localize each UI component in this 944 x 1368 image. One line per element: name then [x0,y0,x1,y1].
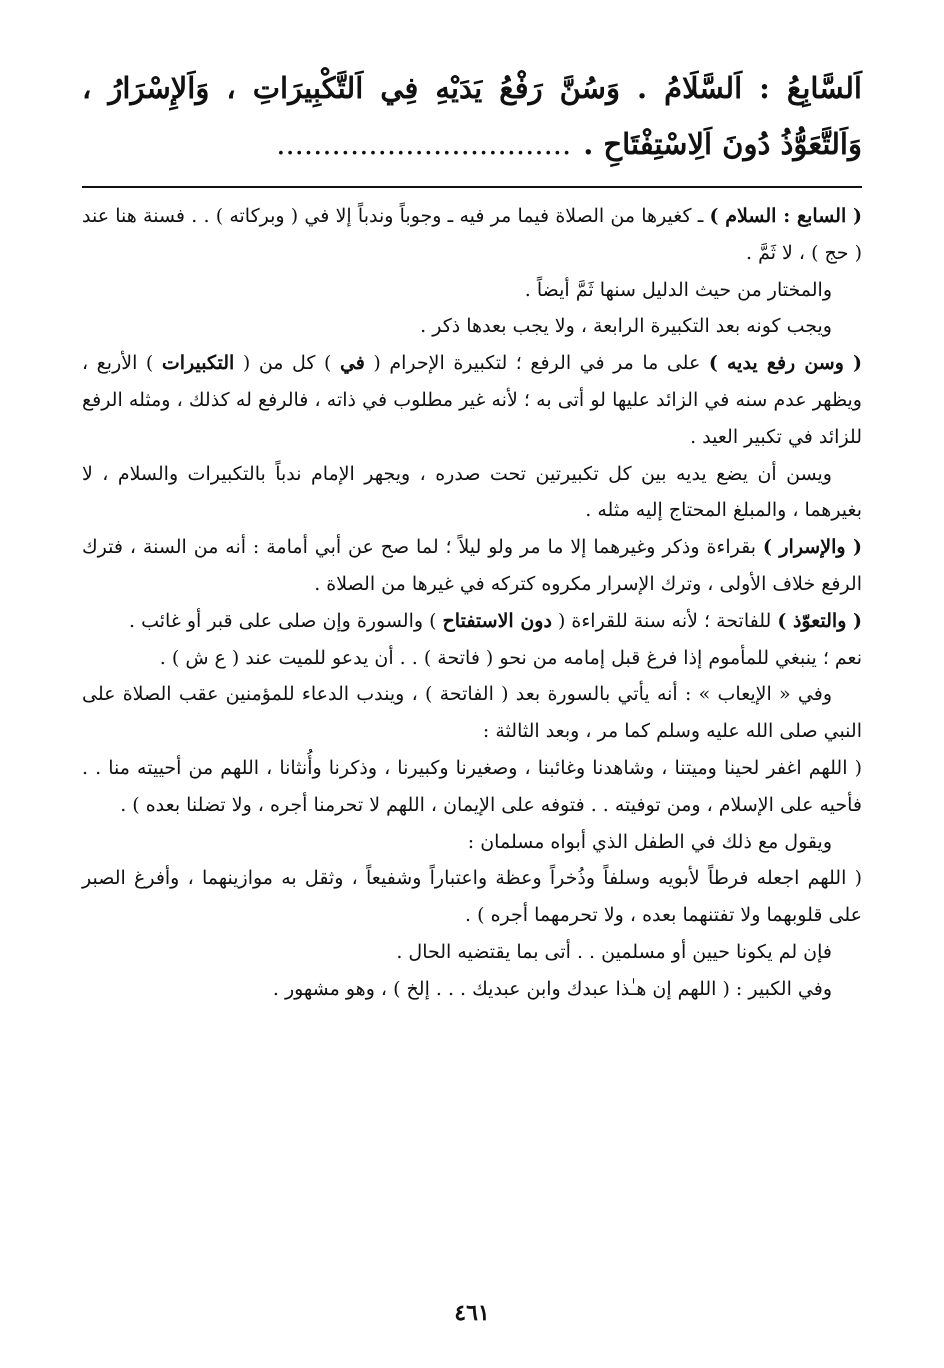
paragraph-text: ) كل من ( [234,352,340,375]
commentary [82,198,862,1008]
commentary-paragraph-6 [82,529,862,603]
main-text-dots: ................................ [276,127,572,161]
commentary-paragraph-10: ( اللهم اغفر لحينا وميتنا ، وشاهدنا وغائبنا ، وصغيرنا وكبيرنا ، وذكرنا وأُنثانا ، اللهم من أحييته منا . . فأحيه على الإسلام ، ومن توفيته . . فتوفه على الإيمان ، اللهم لا تحرمنا أجره ، ولا تضلنا بعده ) . [82,756,862,816]
text-divider [82,186,862,188]
quoted-term: دون الاستفتاح [442,609,552,632]
paragraph-text: ) والسورة وإن صلى على قبر أو غائب . [129,609,443,632]
commentary-paragraph-11: ويقول مع ذلك في الطفل الذي أبواه مسلمان : [467,830,832,853]
commentary-paragraph-5: ويسن أن يضع يديه بين كل تكبيرتين تحت صدره ، ويجهر الإمام ندباً بالتكبيرات والسلام ، لا بغيرهما ، والمبلغ المحتاج إليه مثله . [82,462,862,522]
quoted-term: التكبيرات [161,352,235,375]
commentary-paragraph-8: نعم ؛ ينبغي للمأموم إذا فرغ قبل إمامه من نحو ( فاتحة ) . . أن يدعو للميت عند ( ع ش ) . [159,646,862,669]
commentary-paragraph-12: ( اللهم اجعله فرطاً لأبويه وسلفاً وذُخراً وعظة واعتباراً وشفيعاً ، وثقل به موازينهما ، وأفرغ الصبر على قلوبهما ولا تفتنهما بعده ، ولا تحرمهما أجره ) . [82,867,862,927]
page-number: ٤٦١ [454,1300,490,1326]
commentary-paragraph-4 [82,345,862,455]
commentary-paragraph-3: ويجب كونه بعد التكبيرة الرابعة ، ولا يجب بعدها ذكر . [420,315,832,338]
commentary-paragraph-2: والمختار من حيث الدليل سنها ثَمَّ أيضاً . [524,278,832,301]
paragraph-text: بقراءة وذكر وغيرهما إلا ما مر ولو ليلاً ؛ لما صح عن أبي أمامة : أنه من السنة ، فترك الرفع خلاف الأولى ، وترك الإسرار مكروه كتركه في غيرها من الصلاة . [82,536,862,595]
quoted-term: في [339,352,365,375]
paragraph-text: ـ كغيرها من الصلاة فيما مر فيه ـ وجوباً وندباً إلا في ( وبركاته ) . . فسنة هنا عند ( حج ) ، لا ثَمَّ . [82,205,862,264]
paragraph-text: للفاتحة ؛ لأنه سنة للقراءة ( [551,609,778,632]
commentary-paragraph-14: وفي الكبير : ( اللهم إن هـٰذا عبدك وابن عبديك . . . إلخ ) ، وهو مشهور . [272,977,832,1000]
commentary-paragraph-13: فإن لم يكونا حيين أو مسلمين . . أتى بما يقتضيه الحال . [396,940,832,963]
quoted-term: ( السابع : السلام ) [709,205,863,227]
commentary-paragraph-1 [82,198,862,272]
commentary-paragraph-7 [82,603,862,640]
quoted-term: ( والإسرار ) [762,536,862,559]
commentary-paragraph-9: وفي « الإيعاب » : أنه يأتي بالسورة بعد ( الفاتحة ) ، ويندب الدعاء للمؤمنين عقب الصلاة على النبي صلى الله عليه وسلم كما مر ، وبعد الثالثة : [82,683,862,743]
main-text-line: اَلسَّابِعُ : اَلسَّلَامُ . وَسُنَّ رَفْعُ يَدَيْهِ فِي اَلتَّكْبِيرَاتِ ، وَاَلإِسْرَارُ ، وَاَلتَّعَوُّذُ دُونَ اَلِاسْتِفْتَاحِ . [82,71,862,161]
paragraph-text: على ما مر في الرفع ؛ لتكبيرة الإحرام ( [364,352,709,375]
paragraph-text: ) الأربع ، ويظهر عدم سنه في الزائد عليها لو أتى به ؛ لأنه غير مطلوب في ذاته ، فالرفع له كذلك ، ومثله الرفع للزائد في تكبير العيد . [82,352,862,448]
main-text [82,60,862,172]
quoted-term: ( والتعوّذ ) [777,609,862,632]
quoted-term: ( وسن رفع يديه ) [708,352,862,375]
